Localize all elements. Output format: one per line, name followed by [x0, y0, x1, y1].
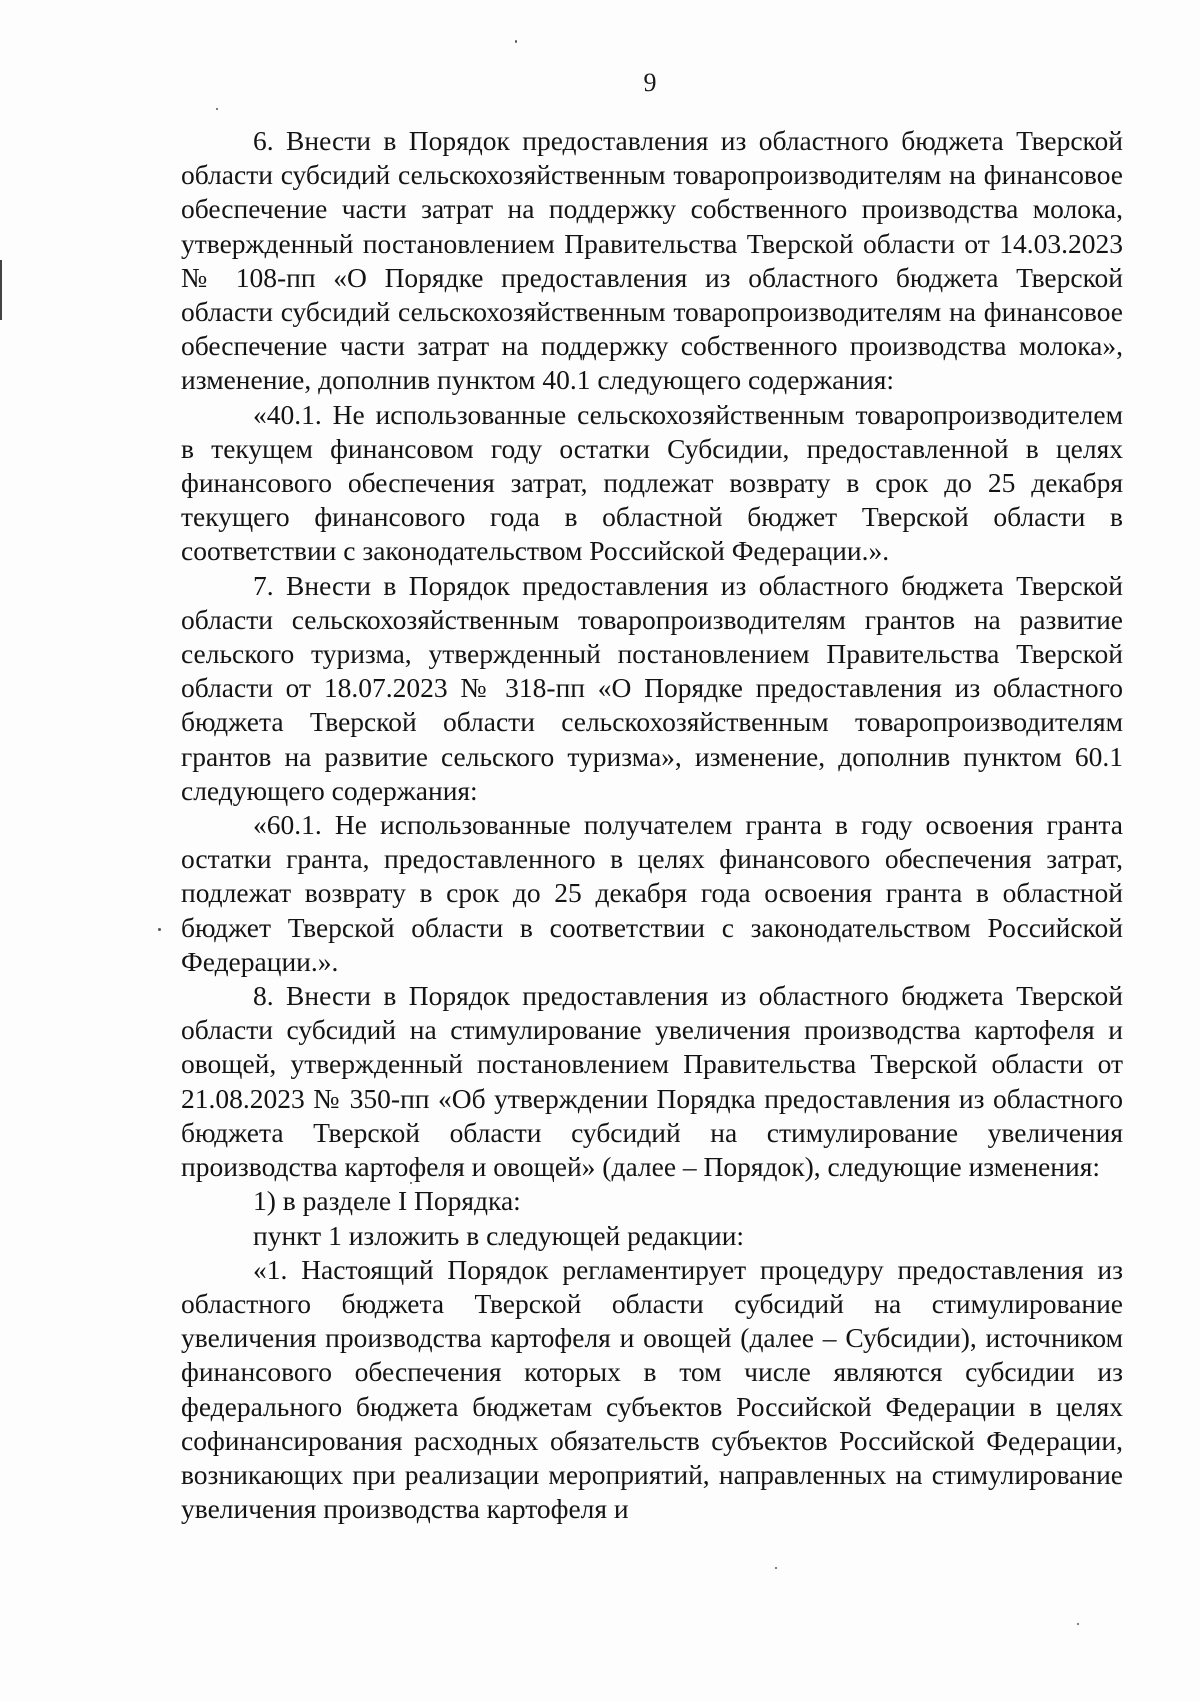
paragraph-item-60-1: «60.1. Не использованные получателем гранта в году освоения гранта остатки гранта, предоставленного в целях финансового обеспечения затрат, подлежат возврату в срок до 25 декабря года освоения гранта в областной бюджет Тверской области в соответствии с законодательством Российской Федерации.». [181, 809, 1123, 977]
paragraph-item-6: 6. Внести в Порядок предоставления из областного бюджета Тверской области субсидий сельскохозяйственным товаропроизводителям на финансовое обеспечение части затрат на поддержку собственного производства молока, утвержденный постановлением Правительства Тверской области от 14.03.2023 № 108-пп «О Порядке предоставления из областного бюджета Тверской области субсидий сельскохозяйственным товаропроизводителям на финансовое обеспечение части затрат на поддержку собственного производства молока», изменение, дополнив пунктом 40.1 следующего содержания: [181, 125, 1123, 396]
paragraph-item-40-1: «40.1. Не использованные сельскохозяйственным товаропроизводителем в текущем финансовом году остатки Субсидии, предоставленной в целях финансового обеспечения затрат, подлежат возврату в срок до 25 декабря текущего финансового года в областной бюджет Тверской области в соответствии с законодательством Российской Федерации.». [181, 398, 1123, 567]
paragraph-item-7: 7. Внести в Порядок предоставления из областного бюджета Тверской области сельскохозяйственным товаропроизводителям грантов на развитие сельского туризма, утвержденный постановлением Правительства Тверской области от 18.07.2023 № 318-пп «О Порядке предоставления из областного бюджета Тверской области сельскохозяйственным товаропроизводителям грантов на развитие сельского туризма», изменение, дополнив пунктом 60.1 следующего содержания: [181, 569, 1123, 806]
paragraph-clause-1-intro: пункт 1 изложить в следующей редакции: [253, 1219, 745, 1251]
paragraph-item-8: 8. Внести в Порядок предоставления из областного бюджета Тверской области субсидий на стимулирование увеличения производства картофеля и овощей, утвержденный постановлением Правительства Тверской области от 21.08.2023 № 350-пп «Об утверждении Порядка предоставления из областного бюджета Тверской области субсидий на стимулирование увеличения производства картофеля и овощей» (далее – Порядок), следующие изменения: [181, 980, 1123, 1183]
scan-edge-mark [0, 260, 2, 320]
page-number: 9 [643, 68, 657, 97]
paragraph-clause-1-text: «1. Настоящий Порядок регламентирует процедуру предоставления из областного бюджета Тверской области субсидий на стимулирование увеличения производства картофеля и овощей (далее – Субсидии), источником финансового обеспечения которых в том числе являются субсидии из федерального бюджета бюджетам субъектов Российской Федерации в целях софинансирования расходных обязательств субъектов Российской Федерации, возникающих при реализации мероприятий, направленных на стимулирование увеличения производства картофеля и [181, 1253, 1123, 1525]
paragraph-subitem-1: 1) в разделе I Порядка: [253, 1185, 521, 1217]
document-body [181, 124, 1123, 1526]
